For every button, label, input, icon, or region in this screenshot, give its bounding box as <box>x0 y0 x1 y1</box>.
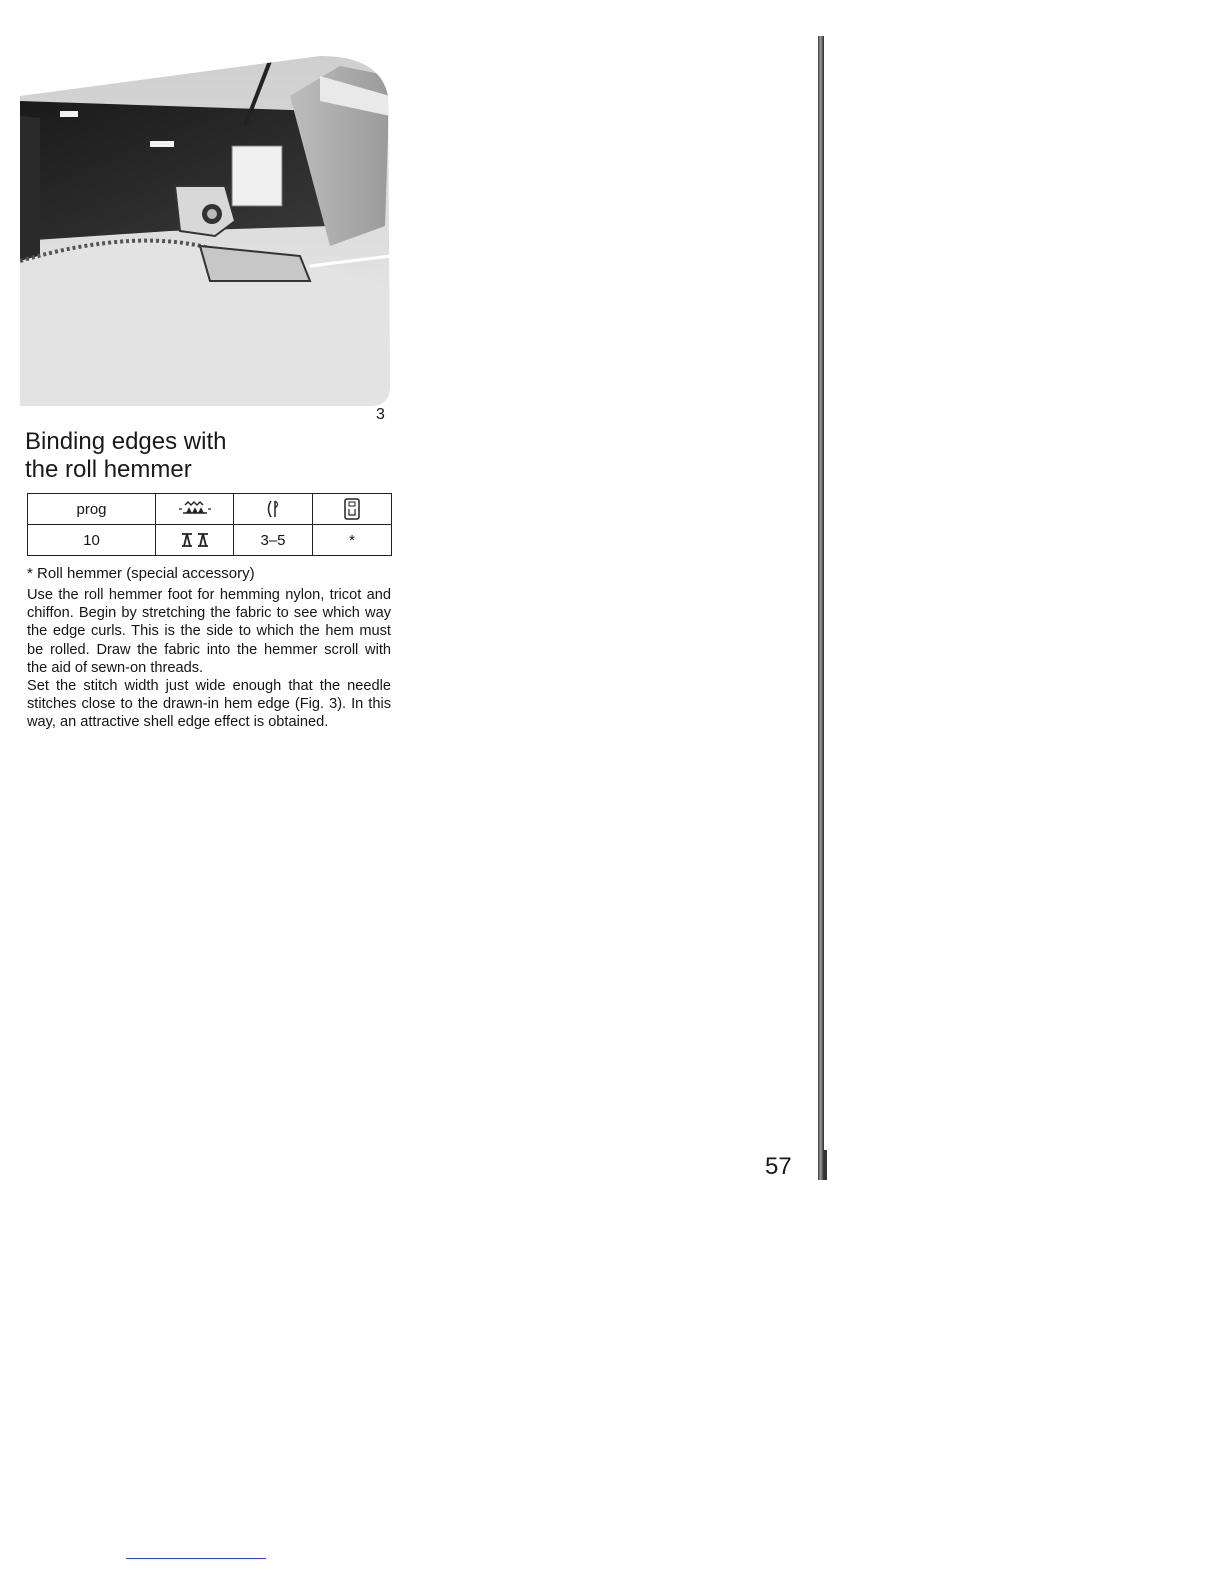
page-edge-bar <box>818 36 824 1180</box>
prog-value: 10 <box>28 525 156 556</box>
figure-photo <box>20 56 390 406</box>
prog-header: prog <box>28 494 156 525</box>
body-text <box>27 586 391 732</box>
footnote: * Roll hemmer (special accessory) <box>27 565 255 582</box>
paragraph-2: Set the stitch width just wide enough that the needle stitches close to the drawn-in hem edge (Fig. 3). In this way, an attractive shell edge effect is obtained. <box>27 678 391 731</box>
settings-table <box>27 493 392 556</box>
foot-value: * <box>313 525 392 556</box>
section-heading <box>25 428 226 484</box>
page-number: 57 <box>765 1153 792 1180</box>
page-edge-bar-tip <box>824 1150 827 1180</box>
paragraph-1: Use the roll hemmer foot for hemming nylon, tricot and chiffon. Begin by stretching the fabric to see which way the edge curls. This is the side to which the hem must be rolled. Draw the fabric into the hemmer scroll with the aid of sewn-on threads. <box>27 587 391 676</box>
width-value: 3–5 <box>234 525 313 556</box>
heading-line-1: Binding edges with <box>25 428 227 455</box>
stitch-width-icon <box>234 494 313 525</box>
settings-value-row <box>28 525 392 556</box>
settings-header-row <box>28 494 392 525</box>
figure-number: 3 <box>376 406 385 423</box>
presser-foot-icon <box>313 494 392 525</box>
stitch-length-icon <box>156 494 234 525</box>
short-stitch-length-icon <box>156 525 234 556</box>
bottom-rule <box>126 1558 266 1559</box>
heading-line-2: the roll hemmer <box>25 456 192 483</box>
